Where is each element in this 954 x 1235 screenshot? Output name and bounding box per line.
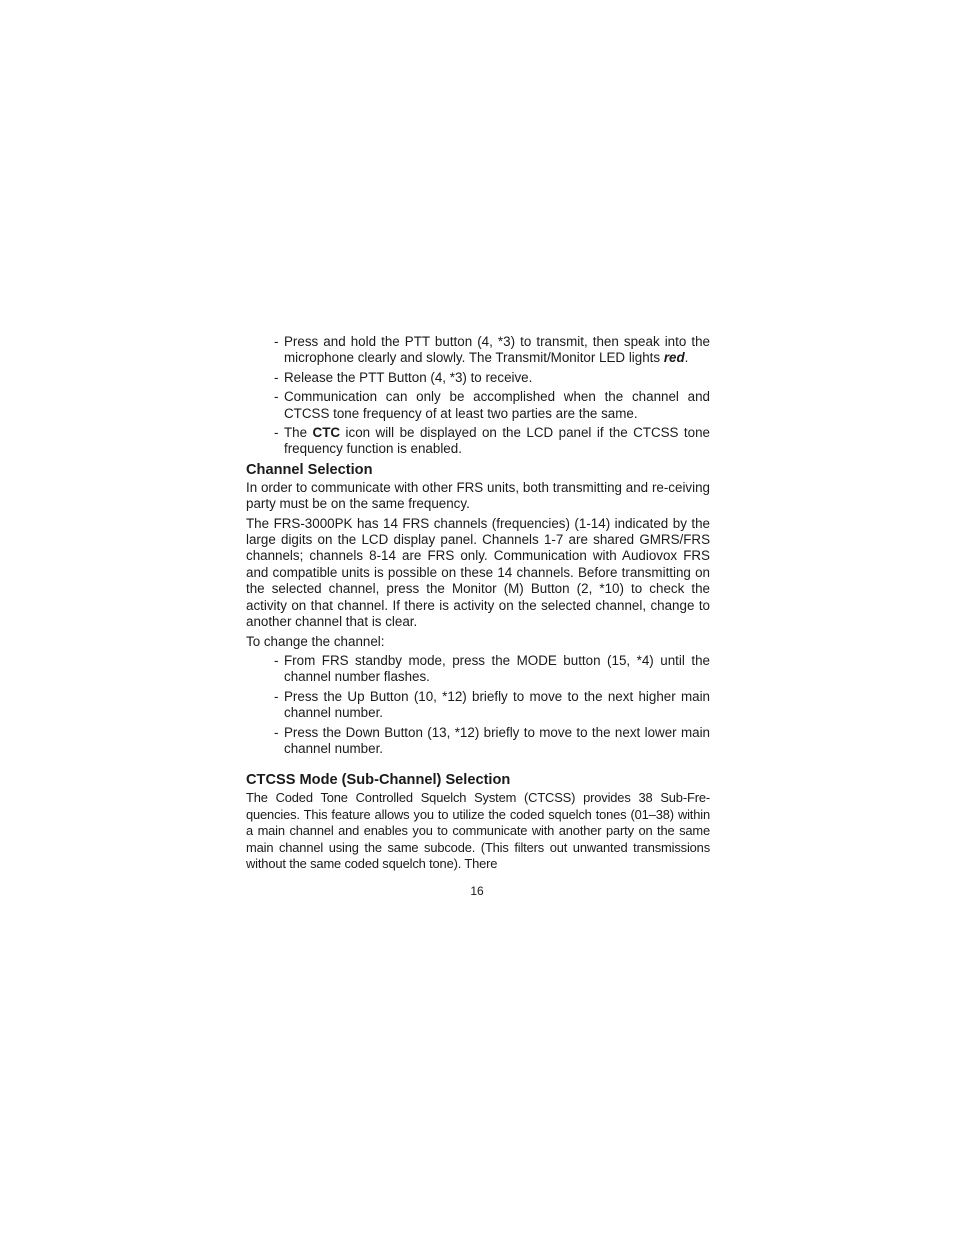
ctcss-selection-paragraph: The Coded Tone Controlled Squelch System (CTCSS) provides 38 Sub-Fre-quencies. This feature allows you to utilize the coded squelch tones (01–38) within a main channel and enables you to communicate with another party on the same main channel using the same subcode. (This filters out unwanted transmissions without the same coded squelch tone). There: [246, 790, 710, 871]
channel-change-lead: To change the channel:: [246, 633, 385, 649]
manual-page-body: [246, 334, 710, 875]
ptt-instructions-list: [246, 334, 710, 458]
page-number: 16: [470, 884, 484, 898]
list-item: - Release the PTT Button (4, *3) to receive.: [274, 369, 533, 385]
list-item: - Press the Up Button (10, *12) briefly to move to the next higher main channel number.: [274, 688, 710, 721]
ctc-label: CTC: [312, 425, 341, 441]
emphasis-red: red: [663, 350, 685, 366]
channel-change-steps: [246, 653, 710, 757]
channel-selection-intro: In order to communicate with other FRS units, both transmitting and re-ceiving party must be on the same frequency.: [246, 479, 710, 512]
channel-selection-heading: Channel Selection: [246, 461, 373, 478]
list-item: - Press the Down Button (13, *12) briefly to move to the next lower main channel number.: [274, 724, 710, 756]
ctcss-selection-heading: CTCSS Mode (Sub-Channel) Selection: [246, 772, 511, 789]
list-item: - Communication can only be accomplished when the channel and CTCSS tone frequency of at least two parties are the same.: [274, 389, 710, 421]
list-item: - Press and hold the PTT button (4, *3) to transmit, then speak into the microphone clearly and slowly. The Transmit/Monitor LED lights red.: [274, 334, 710, 366]
list-item: - From FRS standby mode, press the MODE button (15, *4) until the channel number flashes.: [274, 652, 710, 685]
channel-selection-details: The FRS-3000PK has 14 FRS channels (frequencies) (1-14) indicated by the large digits on the LCD display panel. Channels 1-7 are shared GMRS/FRS channels; channels 8-14 are FRS only. Communication with Audiovox FRS and compatible units is possible on these 14 channels. Before transmitting on the selected channel, press the Monitor (M) Button (2, *10) to check the activity on that channel. If there is activity on the selected channel, change to another channel that is clear.: [246, 515, 710, 630]
list-item: - The CTC icon will be displayed on the LCD panel if the CTCSS tone frequency function is enabled.: [274, 425, 710, 457]
